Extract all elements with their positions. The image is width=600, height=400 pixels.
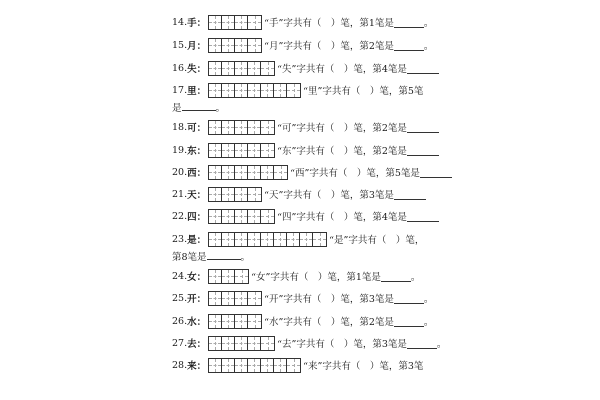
writing-box[interactable] — [209, 315, 222, 328]
writing-grid[interactable] — [208, 120, 275, 135]
writing-grid[interactable] — [208, 143, 275, 158]
question-row — [172, 82, 423, 98]
target-character: 可： — [187, 123, 207, 134]
question-row — [172, 164, 452, 180]
end-punctuation: 。 — [423, 317, 434, 328]
writing-box[interactable] — [261, 62, 274, 75]
target-character: 水： — [187, 317, 207, 328]
writing-grid[interactable] — [208, 187, 262, 202]
writing-box[interactable] — [235, 16, 248, 29]
writing-box[interactable] — [222, 144, 235, 157]
question-number: 17. — [172, 84, 188, 96]
writing-box[interactable] — [209, 233, 222, 246]
question-text: “四”字共有（ ）笔，第4笔是 — [277, 212, 407, 223]
question-row — [172, 142, 439, 158]
writing-box[interactable] — [209, 166, 222, 179]
target-character: 里： — [187, 86, 207, 97]
answer-blank[interactable] — [182, 100, 216, 111]
writing-grid[interactable] — [208, 38, 262, 53]
target-character: 东： — [187, 146, 207, 157]
target-character: 四： — [187, 212, 207, 223]
answer-blank[interactable] — [394, 293, 424, 304]
question-text: “去”字共有（ ）笔，第3笔是 — [277, 339, 407, 350]
writing-box[interactable] — [261, 166, 274, 179]
writing-box[interactable] — [261, 121, 274, 134]
question-number: 23. — [172, 233, 188, 245]
writing-box[interactable] — [235, 188, 248, 201]
writing-grid[interactable] — [208, 165, 288, 180]
writing-box[interactable] — [261, 337, 274, 350]
writing-box[interactable] — [248, 359, 261, 372]
question-text: “水”字共有（ ）笔，第2笔是 — [264, 317, 394, 328]
writing-grid[interactable] — [208, 358, 301, 373]
writing-grid[interactable] — [208, 336, 275, 351]
question-row — [172, 290, 433, 306]
question-number: 26. — [172, 315, 188, 327]
question-number: 27. — [172, 337, 188, 349]
answer-blank[interactable] — [407, 338, 437, 349]
writing-box[interactable] — [209, 292, 222, 305]
writing-box[interactable] — [248, 315, 261, 328]
writing-box[interactable] — [222, 292, 235, 305]
question-row — [172, 14, 433, 30]
writing-box[interactable] — [248, 337, 261, 350]
writing-box[interactable] — [300, 233, 313, 246]
end-punctuation: 。 — [215, 103, 226, 114]
question-row — [172, 313, 433, 329]
writing-box[interactable] — [235, 62, 248, 75]
answer-blank[interactable] — [407, 63, 439, 74]
writing-box[interactable] — [222, 84, 235, 97]
writing-box[interactable] — [235, 337, 248, 350]
target-character: 是： — [187, 235, 207, 246]
writing-box[interactable] — [261, 210, 274, 223]
answer-blank[interactable] — [407, 145, 439, 156]
target-character: 开： — [187, 294, 207, 305]
target-character: 月： — [187, 41, 207, 52]
question-row — [172, 37, 433, 53]
writing-box[interactable] — [209, 144, 222, 157]
writing-grid[interactable] — [208, 269, 249, 284]
writing-box[interactable] — [222, 210, 235, 223]
continuation-text: 第8笔是 — [172, 252, 207, 263]
question-row — [172, 119, 439, 135]
writing-box[interactable] — [209, 337, 222, 350]
writing-box[interactable] — [274, 166, 287, 179]
target-character: 女： — [187, 272, 207, 283]
writing-box[interactable] — [222, 39, 235, 52]
writing-box[interactable] — [209, 62, 222, 75]
question-text: “开”字共有（ ）笔，第3笔是 — [264, 294, 394, 305]
question-text: “女”字共有（ ）笔，第1笔是 — [251, 272, 381, 283]
question-number: 18. — [172, 121, 188, 133]
writing-box[interactable] — [287, 84, 300, 97]
writing-box[interactable] — [209, 84, 222, 97]
writing-box[interactable] — [248, 233, 261, 246]
writing-box[interactable] — [248, 62, 261, 75]
writing-box[interactable] — [261, 359, 274, 372]
writing-box[interactable] — [248, 144, 261, 157]
writing-box[interactable] — [222, 62, 235, 75]
question-text: “来”字共有（ ）笔，第3笔 — [303, 361, 424, 372]
writing-box[interactable] — [209, 270, 222, 283]
writing-box[interactable] — [235, 359, 248, 372]
answer-blank[interactable] — [394, 189, 426, 200]
question-number: 21. — [172, 188, 188, 200]
question-number: 20. — [172, 166, 188, 178]
writing-box[interactable] — [222, 337, 235, 350]
target-character: 天： — [187, 190, 207, 201]
target-character: 去： — [187, 339, 207, 350]
question-text: “西”字共有（ ）笔，第5笔是 — [290, 168, 420, 179]
end-punctuation: 。 — [423, 294, 434, 305]
question-row — [172, 231, 424, 247]
writing-box[interactable] — [209, 188, 222, 201]
writing-box[interactable] — [261, 144, 274, 157]
question-text: “手”字共有（ ）笔，第1笔是 — [264, 18, 394, 29]
writing-grid[interactable] — [208, 314, 262, 329]
writing-box[interactable] — [248, 121, 261, 134]
question-text: “失”字共有（ ）笔，第4笔是 — [277, 64, 407, 75]
question-number: 19. — [172, 144, 188, 156]
answer-blank[interactable] — [394, 40, 424, 51]
writing-box[interactable] — [235, 144, 248, 157]
question-number: 14. — [172, 16, 188, 28]
writing-box[interactable] — [222, 121, 235, 134]
writing-box[interactable] — [222, 270, 235, 283]
writing-grid[interactable] — [208, 83, 301, 98]
writing-box[interactable] — [209, 16, 222, 29]
target-character: 来： — [187, 361, 207, 372]
question-row — [172, 357, 423, 373]
writing-box[interactable] — [209, 39, 222, 52]
writing-grid[interactable] — [208, 209, 275, 224]
answer-blank[interactable] — [207, 249, 241, 260]
writing-box[interactable] — [222, 359, 235, 372]
writing-box[interactable] — [235, 233, 248, 246]
end-punctuation: 。 — [436, 339, 447, 350]
writing-box[interactable] — [235, 270, 248, 283]
writing-box[interactable] — [235, 292, 248, 305]
writing-box[interactable] — [209, 210, 222, 223]
writing-box[interactable] — [235, 121, 248, 134]
question-text: “月”字共有（ ）笔，第2笔是 — [264, 41, 394, 52]
question-row — [172, 208, 439, 224]
writing-box[interactable] — [248, 188, 261, 201]
question-number: 16. — [172, 62, 188, 74]
question-text: “可”字共有（ ）笔，第2笔是 — [277, 123, 407, 134]
question-number: 28. — [172, 359, 188, 371]
writing-box[interactable] — [235, 39, 248, 52]
writing-box[interactable] — [274, 84, 287, 97]
end-punctuation: 。 — [423, 18, 434, 29]
writing-box[interactable] — [248, 210, 261, 223]
target-character: 失： — [187, 64, 207, 75]
writing-box[interactable] — [235, 84, 248, 97]
question-text: “天”字共有（ ）笔，第3笔是 — [264, 190, 394, 201]
writing-box[interactable] — [222, 315, 235, 328]
end-punctuation: 。 — [240, 252, 251, 263]
writing-box[interactable] — [248, 166, 261, 179]
writing-box[interactable] — [248, 39, 261, 52]
writing-box[interactable] — [261, 84, 274, 97]
question-continuation — [172, 100, 225, 114]
writing-box[interactable] — [222, 188, 235, 201]
writing-box[interactable] — [248, 292, 261, 305]
continuation-text: 是 — [172, 103, 182, 114]
question-row — [172, 335, 446, 351]
writing-box[interactable] — [313, 233, 326, 246]
writing-box[interactable] — [248, 84, 261, 97]
writing-box[interactable] — [261, 233, 274, 246]
writing-box[interactable] — [209, 359, 222, 372]
writing-box[interactable] — [222, 233, 235, 246]
writing-grid[interactable] — [208, 291, 262, 306]
target-character: 手： — [187, 18, 207, 29]
question-text: “东”字共有（ ）笔，第2笔是 — [277, 146, 407, 157]
question-number: 25. — [172, 292, 188, 304]
writing-box[interactable] — [274, 359, 287, 372]
writing-box[interactable] — [235, 210, 248, 223]
question-text: “里”字共有（ ）笔，第5笔 — [303, 86, 424, 97]
writing-box[interactable] — [274, 233, 287, 246]
writing-box[interactable] — [287, 233, 300, 246]
writing-box[interactable] — [235, 315, 248, 328]
writing-grid[interactable] — [208, 232, 327, 247]
question-row — [172, 268, 420, 284]
answer-blank[interactable] — [407, 211, 439, 222]
question-text: “是”字共有（ ）笔， — [329, 235, 425, 246]
question-number: 22. — [172, 210, 188, 222]
answer-blank[interactable] — [420, 167, 452, 178]
end-punctuation: 。 — [423, 41, 434, 52]
writing-box[interactable] — [222, 166, 235, 179]
question-number: 24. — [172, 270, 188, 282]
question-continuation — [172, 249, 250, 263]
answer-blank[interactable] — [407, 122, 439, 133]
question-row — [172, 60, 439, 76]
writing-grid[interactable] — [208, 61, 275, 76]
question-row — [172, 186, 426, 202]
writing-box[interactable] — [209, 121, 222, 134]
writing-box[interactable] — [235, 166, 248, 179]
writing-box[interactable] — [287, 359, 300, 372]
answer-blank[interactable] — [381, 271, 411, 282]
writing-box[interactable] — [248, 16, 261, 29]
answer-blank[interactable] — [394, 316, 424, 327]
writing-grid[interactable] — [208, 15, 262, 30]
writing-box[interactable] — [222, 16, 235, 29]
target-character: 西： — [187, 168, 207, 179]
question-number: 15. — [172, 39, 188, 51]
end-punctuation: 。 — [410, 272, 421, 283]
answer-blank[interactable] — [394, 17, 424, 28]
